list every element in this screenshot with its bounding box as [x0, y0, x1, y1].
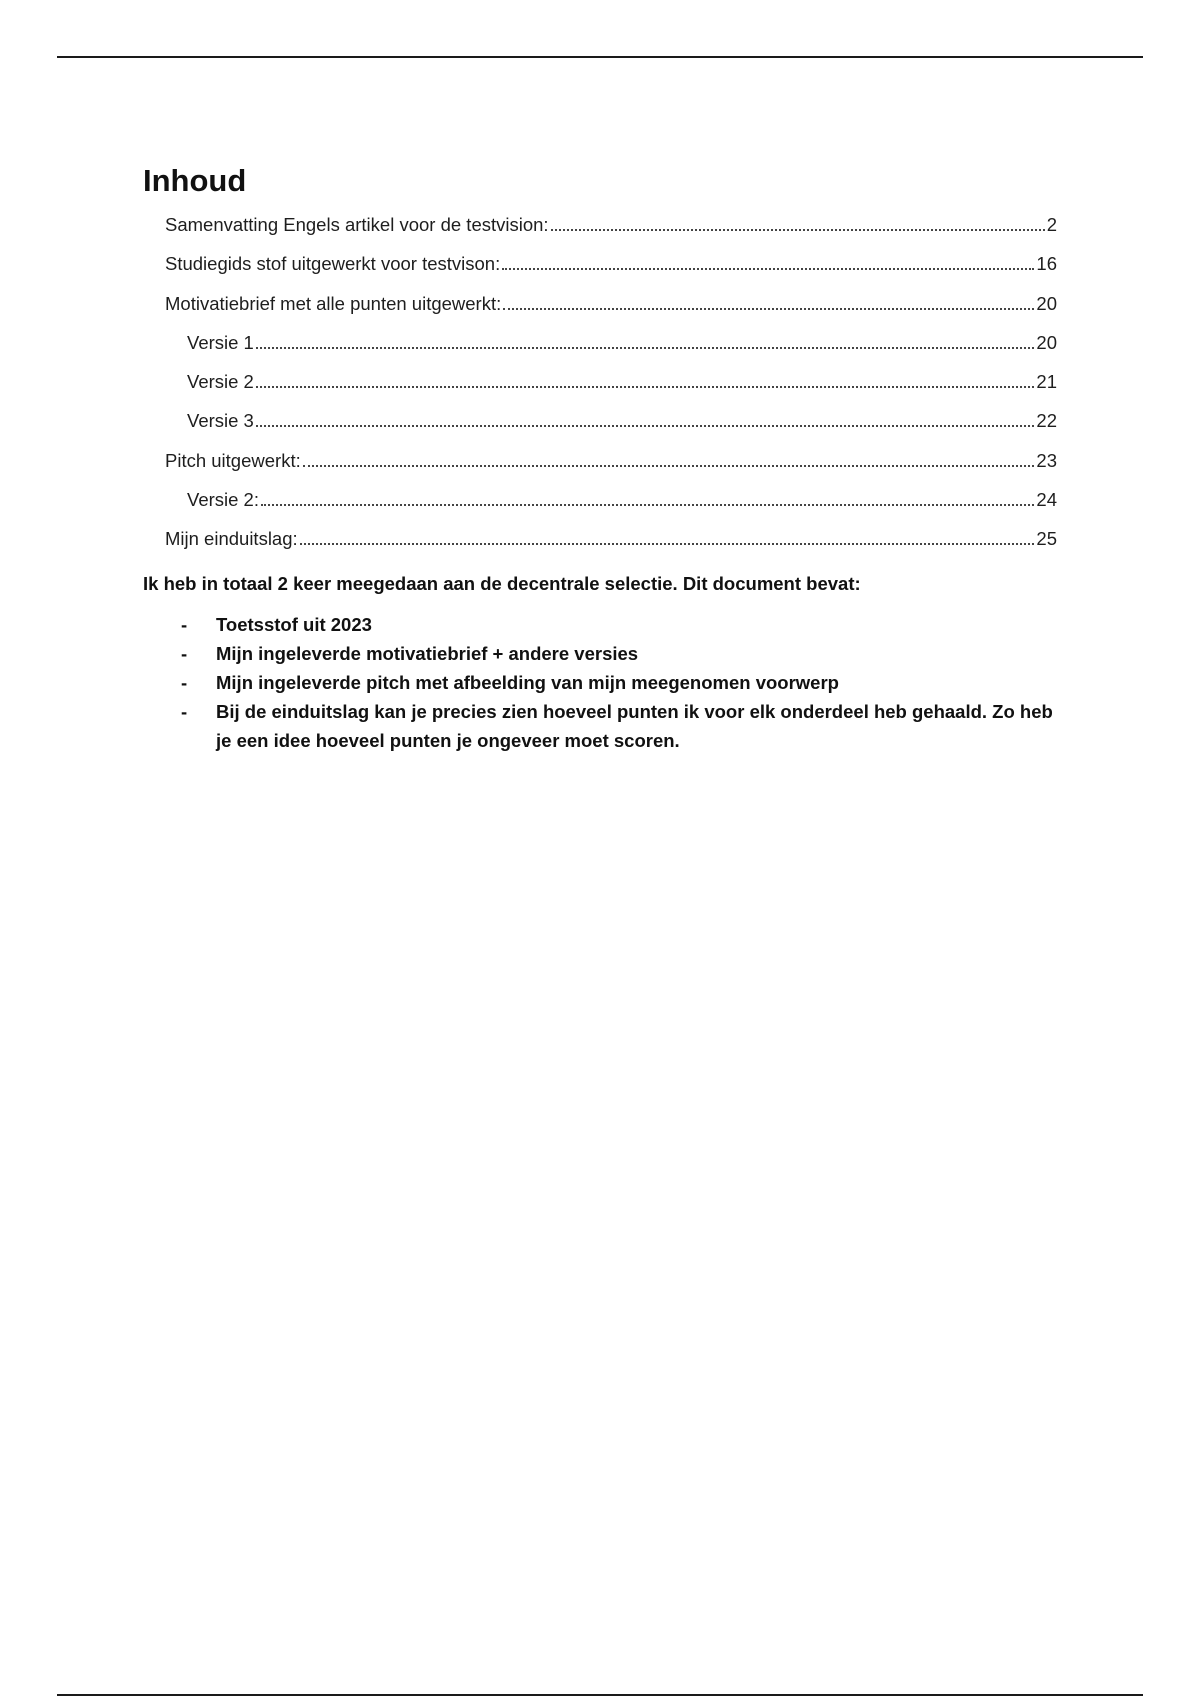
toc-entry-text: Motivatiebrief met alle punten uitgewerkt:	[165, 292, 502, 314]
toc-entry-text: Samenvatting Engels artikel voor de testvision:	[165, 214, 549, 235]
toc-entry-studiegids[interactable]	[143, 253, 1057, 292]
toc-entry-pitch-versie-2[interactable]	[143, 489, 1057, 528]
toc-entry-versie-3[interactable]	[143, 410, 1057, 449]
toc-page-number: 25	[1036, 528, 1057, 550]
toc-leader-dots	[256, 425, 1035, 427]
toc-entry-pitch[interactable]	[143, 450, 1057, 489]
toc-title: Inhoud	[143, 163, 247, 198]
toc-page-number: 20	[1036, 331, 1057, 353]
toc-leader-dots	[256, 347, 1035, 349]
list-item	[143, 668, 1057, 697]
list-item	[143, 639, 1057, 668]
toc-leader-dots	[256, 386, 1035, 388]
toc-leader-dots	[502, 268, 1034, 270]
toc-entry-motivatiebrief[interactable]	[143, 293, 1057, 332]
document-body	[143, 160, 1057, 755]
list-item-text: Bij de einduitslag kan je precies zien hoeveel punten ik voor elk onderdeel heb gehaald. Zo heb je een idee hoeveel punten je ongeveer moet scoren.	[216, 700, 1053, 751]
bullet-marker: -	[181, 671, 188, 693]
list-item-text: Mijn ingeleverde motivatiebrief + andere versies	[216, 642, 639, 664]
toc-entry-text: Studiegids stof uitgewerkt voor testvison:	[165, 253, 501, 275]
table-of-contents	[143, 214, 1057, 568]
bullet-marker: -	[181, 700, 188, 722]
toc-page-number: 24	[1036, 489, 1057, 511]
toc-page-number: 21	[1036, 371, 1057, 393]
toc-entry-text: Versie 1	[187, 331, 254, 353]
header-rule	[57, 56, 1143, 58]
contents-bullet-list	[143, 610, 1057, 755]
toc-entry-samenvatting[interactable]	[143, 214, 1057, 253]
toc-entry-text: Versie 2:	[187, 489, 259, 511]
intro-paragraph: Ik heb in totaal 2 keer meegedaan aan de decentrale selectie. Dit document bevat:	[143, 572, 861, 594]
toc-entry-versie-1[interactable]	[143, 332, 1057, 371]
toc-page-number: 22	[1036, 410, 1057, 432]
list-item	[143, 610, 1057, 639]
list-item-text: Mijn ingeleverde pitch met afbeelding van mijn meegenomen voorwerp	[216, 671, 839, 693]
list-item-text: Toetsstof uit 2023	[216, 613, 372, 635]
toc-leader-dots	[503, 308, 1034, 310]
list-item	[143, 697, 1057, 755]
toc-leader-dots	[300, 543, 1035, 545]
toc-entry-text: Versie 2	[187, 371, 254, 393]
toc-page-number: 23	[1036, 449, 1057, 471]
toc-entry-versie-2[interactable]	[143, 371, 1057, 410]
bullet-marker: -	[181, 642, 188, 664]
toc-entry-text: Versie 3	[187, 410, 254, 432]
toc-page-number: 2	[1046, 214, 1057, 235]
toc-page-number: 20	[1036, 292, 1057, 314]
toc-leader-dots	[551, 229, 1045, 231]
bullet-marker: -	[181, 613, 188, 635]
toc-entry-text: Pitch uitgewerkt:	[165, 449, 301, 471]
toc-page-number: 16	[1036, 253, 1057, 275]
toc-leader-dots	[303, 465, 1035, 467]
toc-leader-dots	[261, 504, 1034, 506]
toc-entry-einduitslag[interactable]	[143, 528, 1057, 567]
toc-entry-text: Mijn einduitslag:	[165, 528, 298, 550]
footer-rule	[57, 1694, 1143, 1696]
